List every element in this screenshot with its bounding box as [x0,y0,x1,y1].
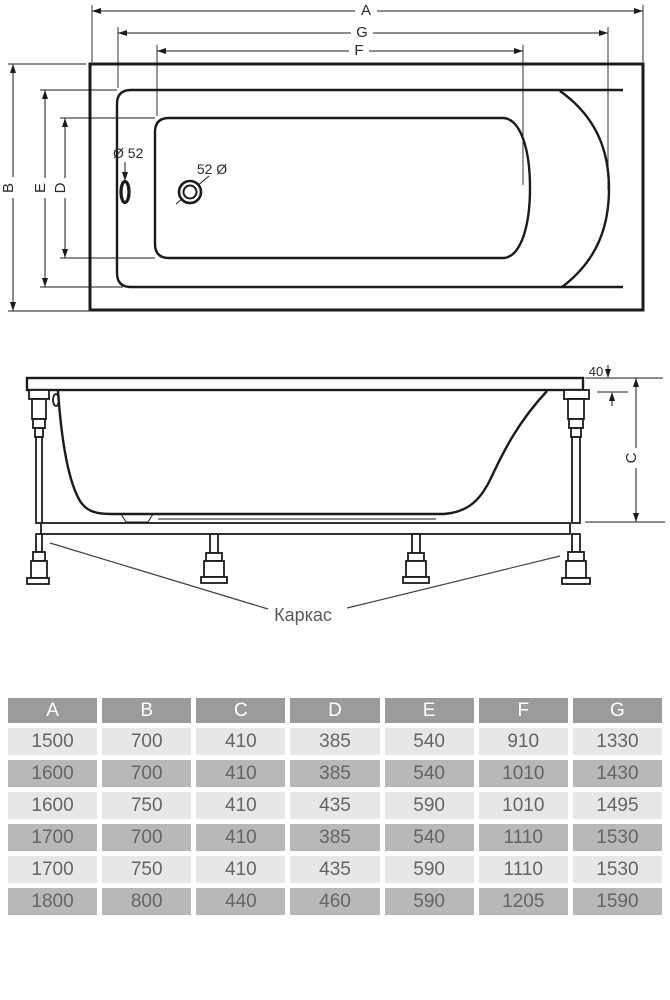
table-cell: 1590 [573,888,662,915]
table-cell: 700 [102,728,191,755]
frame-leader-left [50,543,268,609]
tub-outer-rect [90,64,643,310]
table-cell: 460 [290,888,379,915]
tub-body-profile [58,391,547,514]
table-header-cell-f: F [479,698,568,723]
table-header-cell-d: D [290,698,379,723]
table-header-cell-c: C [196,698,285,723]
dim-label-a: A [360,2,372,19]
table-cell: 385 [290,824,379,851]
frame-leg-middle-1 [201,534,227,583]
dim-label-b: B [0,182,17,194]
dimension-c [585,378,665,522]
dim-label-c: C [623,452,640,464]
top-view [0,2,643,311]
tub-basin-outline [155,118,530,258]
table-cell: 540 [385,760,474,787]
table-cell: 1430 [573,760,662,787]
overflow-profile [53,394,59,406]
dim-label-40: 40 [588,364,604,379]
table-cell: 440 [196,888,285,915]
overflow-diameter-label: Ø 52 [113,145,144,161]
table-cell: 800 [102,888,191,915]
frame-callout [50,543,560,625]
dim-label-e: E [32,182,49,194]
table-cell: 750 [102,856,191,883]
table-cell: 1530 [573,856,662,883]
table-cell: 1205 [479,888,568,915]
table-cell: 700 [102,760,191,787]
table-cell: 540 [385,824,474,851]
table-cell: 590 [385,792,474,819]
table-cell: 750 [102,792,191,819]
table-cell: 1700 [8,856,97,883]
table-cell: 410 [196,856,285,883]
dim-label-g: G [356,24,368,41]
table-cell: 590 [385,888,474,915]
table-cell: 1530 [573,824,662,851]
table-cell: 410 [196,792,285,819]
tub-headrest-arc [560,91,609,287]
table-cell: 1110 [479,856,568,883]
dimension-40 [585,364,663,406]
dim-label-d: D [52,182,69,194]
table-cell: 1010 [479,792,568,819]
drain-diameter-label: 52 Ø [196,161,228,177]
table-cell: 910 [479,728,568,755]
table-cell: 1495 [573,792,662,819]
table-cell: 1600 [8,792,97,819]
dimension-d [52,118,155,258]
dims-table [8,698,662,915]
table-cell: 1800 [8,888,97,915]
drain-hole-outer [179,181,201,203]
frame-leg-left [27,390,49,584]
dimension-e [32,90,123,287]
table-cell: 540 [385,728,474,755]
side-view [27,364,665,625]
frame-leg-right [562,390,590,584]
table-cell: 1600 [8,760,97,787]
dim-label-f: F [354,42,364,59]
table-cell: 1110 [479,824,568,851]
table-cell: 1700 [8,824,97,851]
table-cell: 435 [290,856,379,883]
frame-leg-middle-2 [403,534,429,583]
table-cell: 700 [102,824,191,851]
table-cell: 1330 [573,728,662,755]
table-header-cell-g: G [573,698,662,723]
frame-rail [41,523,570,534]
frame-label: Каркас [274,605,332,625]
table-cell: 410 [196,728,285,755]
table-cell: 1010 [479,760,568,787]
tub-rim-profile [27,378,583,390]
overflow-hole [121,182,129,203]
table-cell: 385 [290,728,379,755]
table-header-cell-e: E [385,698,474,723]
table-header-cell-b: B [102,698,191,723]
drain-callout [176,161,227,204]
table-header-cell-a: A [8,698,97,723]
table-cell: 410 [196,824,285,851]
table-cell: 385 [290,760,379,787]
frame-leader-right [347,556,560,608]
table-cell: 410 [196,760,285,787]
table-cell: 590 [385,856,474,883]
table-cell: 1500 [8,728,97,755]
table-cell: 435 [290,792,379,819]
